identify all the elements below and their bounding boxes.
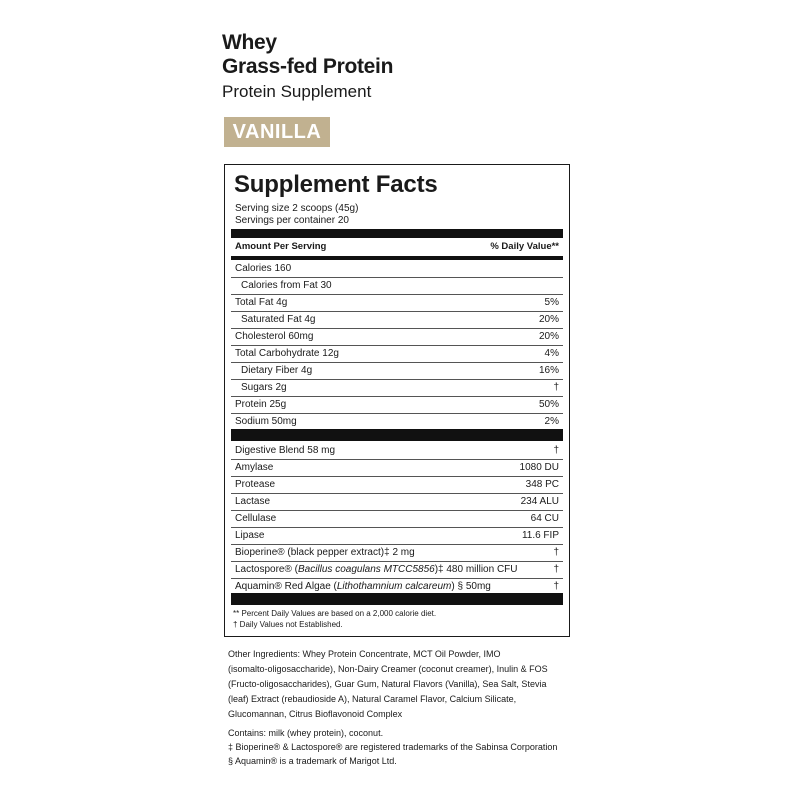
trademark-line-sabinsa: ‡ Bioperine® & Lactospore® are registered trademarks of the Sabinsa Corporation xyxy=(228,742,558,752)
blend-row xyxy=(231,544,563,562)
blend-label xyxy=(235,564,518,575)
blend-amount: † xyxy=(553,581,559,592)
blend-label: Protease xyxy=(235,479,276,490)
blend-row xyxy=(231,476,563,494)
blend-amount: 1080 DU xyxy=(519,462,559,473)
blend-label-suffix: )‡ 480 million CFU xyxy=(434,564,518,575)
nutrient-label: Total Fat 4g xyxy=(235,297,288,308)
nutrient-row xyxy=(231,328,563,346)
nutrient-daily-value: 4% xyxy=(544,348,559,359)
nutrient-daily-value: 16% xyxy=(538,365,559,376)
blend-amount: 234 ALU xyxy=(520,496,559,507)
nutrient-row xyxy=(231,379,563,397)
nutrient-daily-value: 2% xyxy=(544,416,559,427)
blend-label: Digestive Blend 58 mg xyxy=(235,445,336,456)
blend-amount: 348 PC xyxy=(525,479,559,490)
nutrient-daily-value: 20% xyxy=(538,331,559,342)
nutrient-label: Calories 160 xyxy=(235,263,292,274)
blend-row xyxy=(231,442,563,460)
thick-divider-2 xyxy=(231,429,563,441)
product-name-line2: Grass-fed Protein xyxy=(222,55,394,78)
amount-header-row xyxy=(235,241,559,252)
other-ingredients-line: (Fructo-oligosaccharides), Guar Gum, Natural Flavors (Vanilla), Sea Salt, Stevia xyxy=(228,679,547,689)
nutrient-label: Sugars 2g xyxy=(241,382,287,393)
blend-label-suffix: ) § 50mg xyxy=(451,581,491,592)
other-ingredients xyxy=(228,647,588,722)
nutrient-label: Calories from Fat 30 xyxy=(241,280,332,291)
blend-amount: 11.6 FIP xyxy=(521,530,559,541)
nutrient-row xyxy=(231,345,563,363)
nutrient-label: Protein 25g xyxy=(235,399,287,410)
blend-label-prefix: Lactospore® ( xyxy=(235,564,298,575)
other-ingredients-line: (leaf) Extract (rebaudioside A), Natural Caramel Flavor, Calcium Silicate, xyxy=(228,694,517,704)
contains-and-trademarks xyxy=(228,726,598,768)
nutrient-label: Total Carbohydrate 12g xyxy=(235,348,339,359)
nutrient-label: Cholesterol 60mg xyxy=(235,331,314,342)
nutrient-daily-value: 20% xyxy=(538,314,559,325)
trademark-line-marigot: § Aquamin® is a trademark of Marigot Ltd. xyxy=(228,756,397,766)
blend-label: Lactase xyxy=(235,496,271,507)
product-name-line1: Whey xyxy=(222,31,277,54)
other-ingredients-line: Glucomannan, Citrus Bioflavonoid Complex xyxy=(228,709,403,719)
blend-row xyxy=(231,527,563,545)
nutrient-row xyxy=(231,396,563,414)
blend-row xyxy=(231,561,563,579)
nutrient-daily-value: 50% xyxy=(538,399,559,410)
footnote-daily-values: ** Percent Daily Values are based on a 2,000 calorie diet. xyxy=(233,609,437,618)
other-ingredients-line: (isomalto-oligosaccharide), Non-Dairy Creamer (coconut creamer), Inulin & FOS xyxy=(228,664,548,674)
flavor-badge: VANILLA xyxy=(224,117,330,147)
nutrient-row xyxy=(231,362,563,380)
contains-line: Contains: milk (whey protein), coconut. xyxy=(228,728,384,738)
nutrient-daily-value: † xyxy=(553,382,559,393)
blend-row xyxy=(231,510,563,528)
thick-divider xyxy=(231,229,563,238)
nutrient-row xyxy=(231,311,563,329)
blend-label-latin-name: Bacillus coagulans MTCC5856 xyxy=(297,564,435,575)
footnote-not-established: † Daily Values not Established. xyxy=(233,620,343,629)
nutrient-label: Dietary Fiber 4g xyxy=(241,365,313,376)
blend-amount: † xyxy=(553,564,559,575)
nutrient-row xyxy=(231,294,563,312)
blend-label-prefix: Aquamin® Red Algae ( xyxy=(235,581,337,592)
blend-label: Amylase xyxy=(235,462,274,473)
blend-amount: † xyxy=(553,547,559,558)
blend-row xyxy=(231,493,563,511)
supplement-facts-panel xyxy=(224,164,570,637)
servings-per-container: Servings per container 20 xyxy=(235,215,349,226)
nutrient-row xyxy=(231,413,563,430)
blend-label: Lipase xyxy=(235,530,265,541)
blend-row xyxy=(231,459,563,477)
serving-size: Serving size 2 scoops (45g) xyxy=(235,203,359,214)
blend-label-latin-name: Lithothamnium calcareum xyxy=(336,581,452,592)
product-subtitle: Protein Supplement xyxy=(222,82,372,101)
blend-label: Cellulase xyxy=(235,513,277,524)
nutrient-daily-value: 5% xyxy=(544,297,559,308)
thick-divider-3 xyxy=(231,593,563,605)
nutrient-label: Saturated Fat 4g xyxy=(241,314,316,325)
blend-label: Bioperine® (black pepper extract)‡ 2 mg xyxy=(235,547,415,558)
blend-amount: 64 CU xyxy=(530,513,559,524)
nutrient-row xyxy=(231,260,563,278)
nutrient-row xyxy=(231,277,563,295)
daily-value-header: % Daily Value** xyxy=(490,241,559,252)
blend-label xyxy=(235,581,491,592)
blend-amount: † xyxy=(553,445,559,456)
supplement-facts-title: Supplement Facts xyxy=(234,171,438,198)
amount-per-serving-label: Amount Per Serving xyxy=(235,241,327,252)
other-ingredients-line: Other Ingredients: Whey Protein Concentrate, MCT Oil Powder, IMO xyxy=(228,649,501,659)
nutrient-label: Sodium 50mg xyxy=(235,416,297,427)
